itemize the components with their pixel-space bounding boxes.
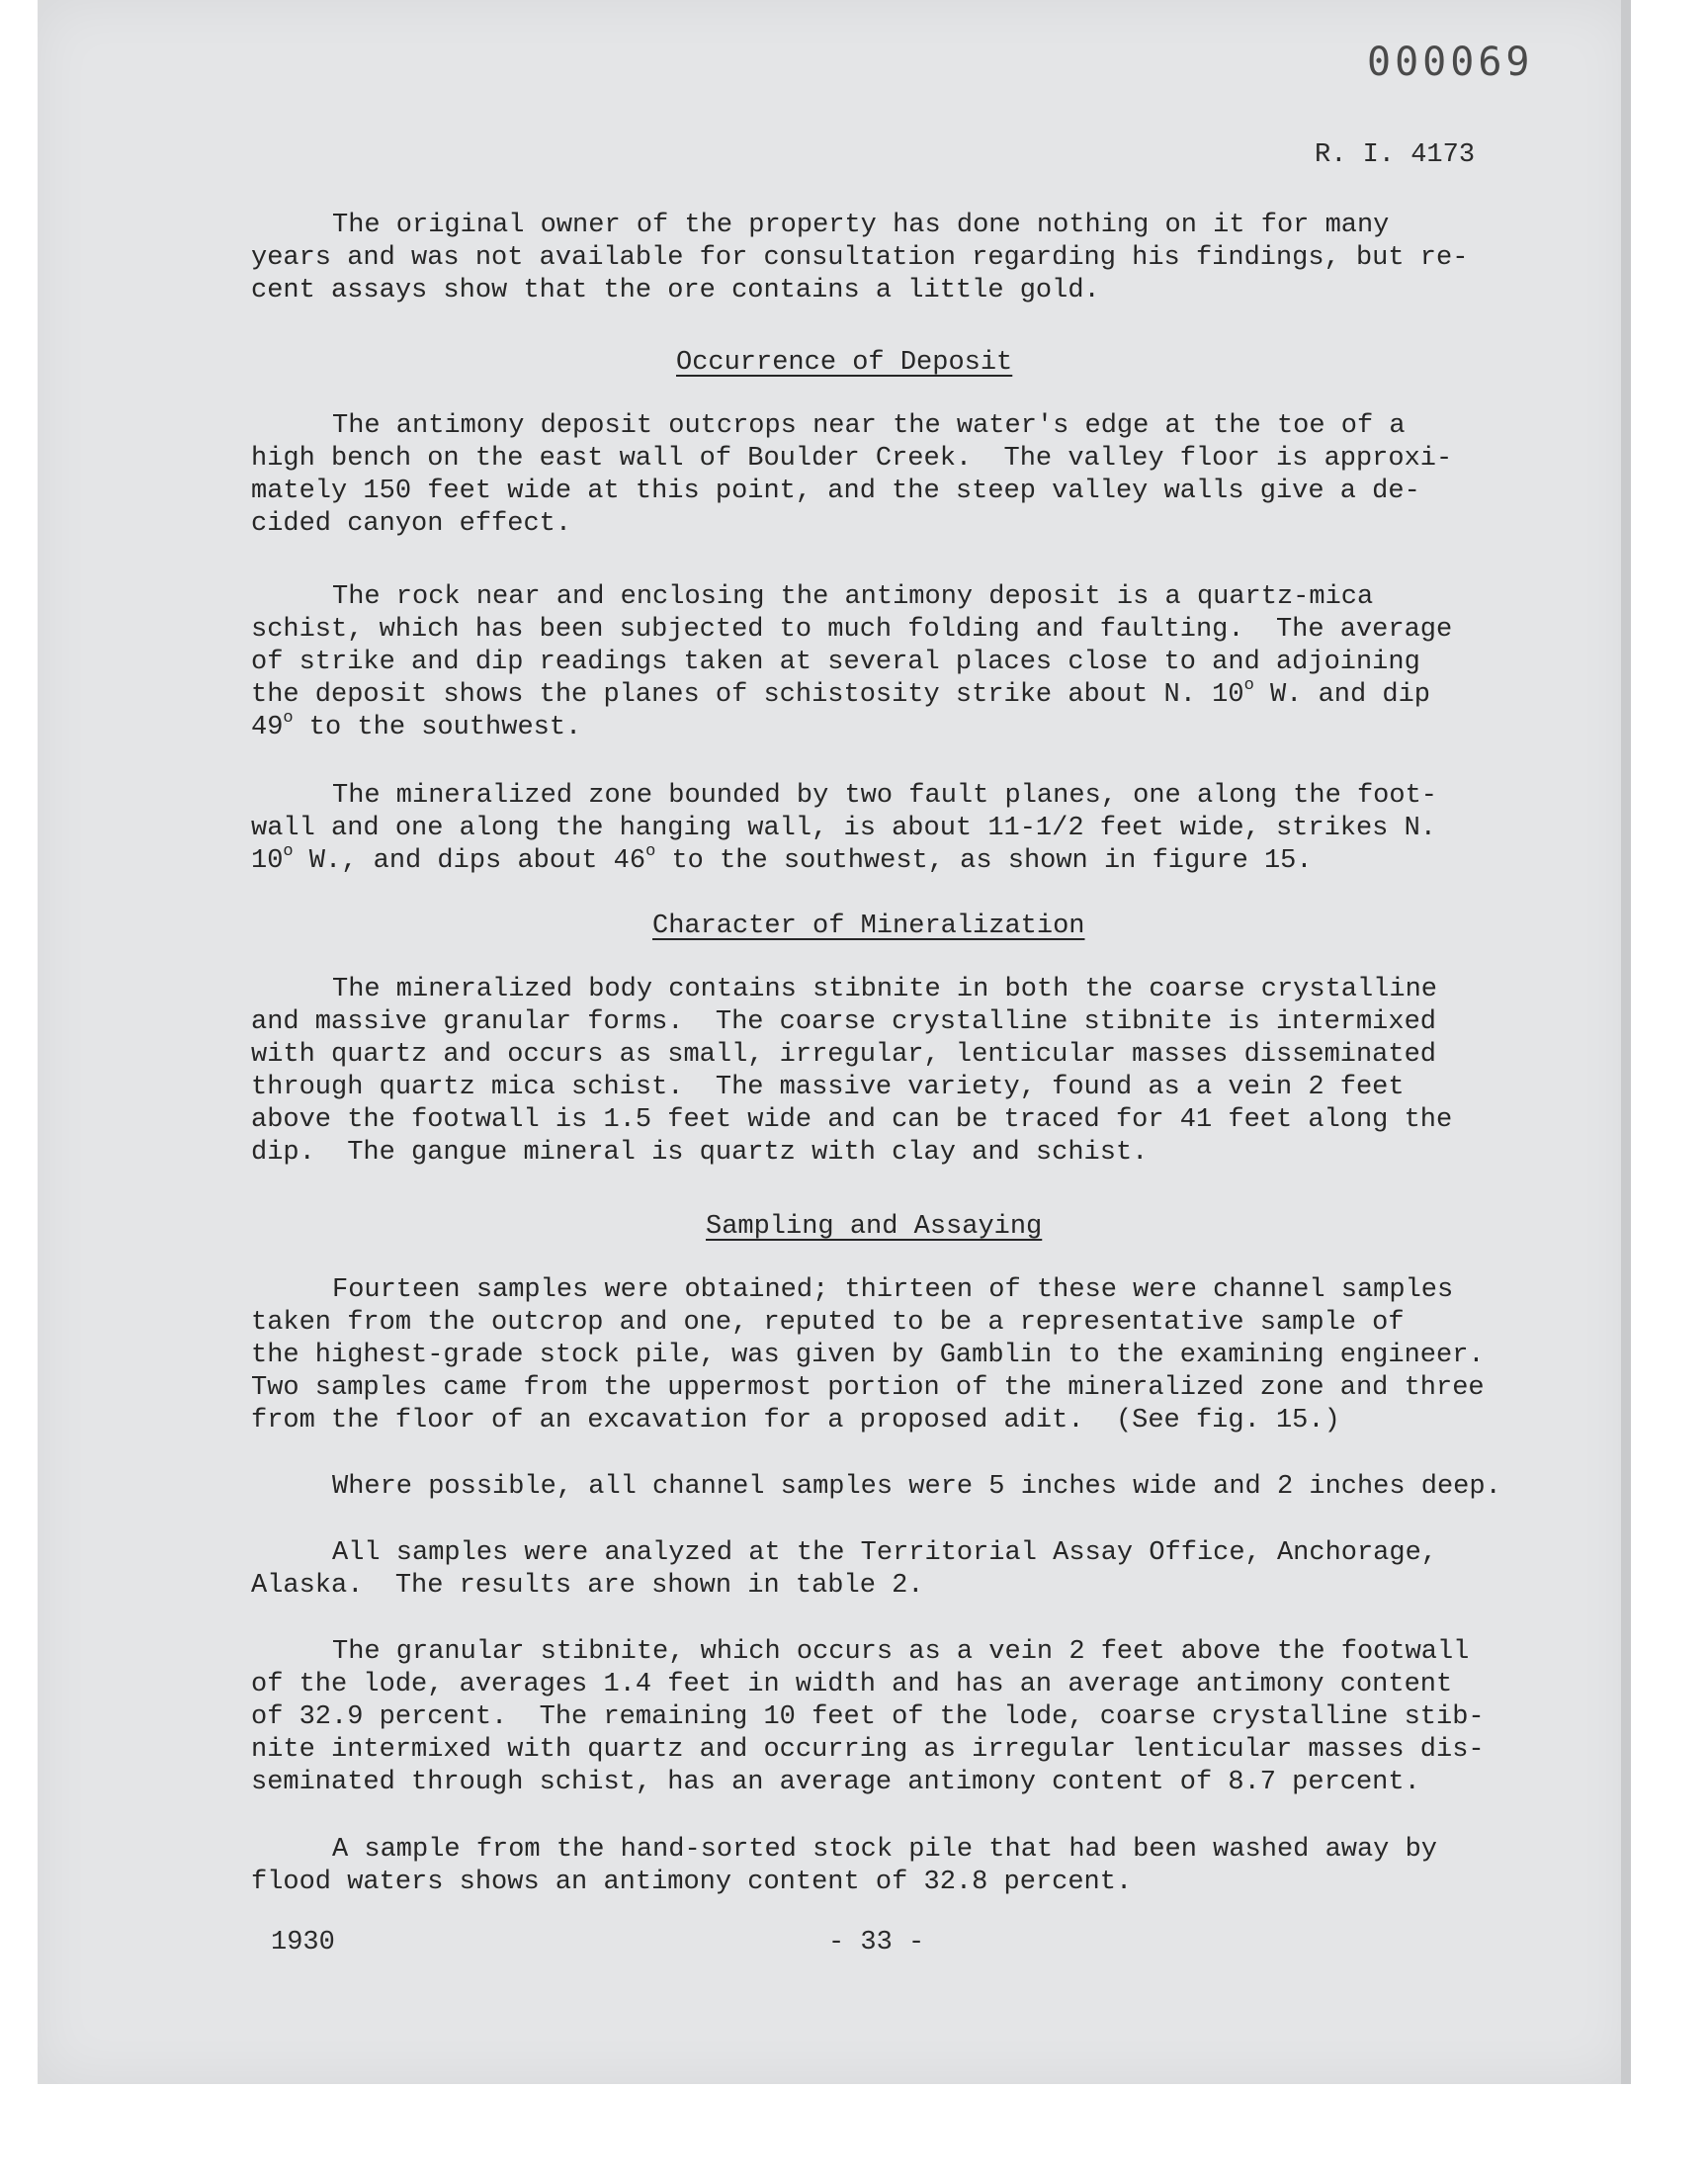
text-line: seminated through schist, has an average antimony content of 8.7 percent. [251,1768,1420,1797]
degree-mark: o [283,842,294,861]
heading-occurrence-of-deposit: Occurrence of Deposit [676,348,1013,378]
text-line: from the floor of an excavation for a proposed adit. (See fig. 15.) [251,1406,1340,1436]
document-stamp-number: 000069 [1367,40,1534,85]
paragraph-10 [251,1834,1556,1899]
text-line: The antimony deposit outcrops near the water's edge at the toe of a [332,411,1406,441]
paragraph-6 [251,1274,1556,1437]
heading-character-of-mineralization: Character of Mineralization [652,912,1085,941]
text-line: wall and one along the hanging wall, is about 11-1/2 feet wide, strikes N. [251,814,1436,843]
paper-edge [1621,0,1631,2084]
text-line: All samples were analyzed at the Territorial Assay Office, Anchorage, [332,1538,1437,1568]
text-line [251,676,1556,712]
text-line: schist, which has been subjected to much folding and faulting. The average [251,615,1453,645]
text-line: The granular stibnite, which occurs as a vein 2 feet above the footwall [332,1637,1470,1667]
text-line: dip. The gangue mineral is quartz with clay and schist. [251,1138,1149,1168]
text-fragment: to the southwest, as shown in figure 15. [655,846,1313,876]
degree-mark: o [283,709,294,728]
text-line: mately 150 feet wide at this point, and the steep valley walls give a de- [251,477,1420,506]
degree-mark: o [645,842,656,861]
text-fragment: to the southwest. [293,713,582,742]
text-line: flood waters shows an antimony content of 32.8 percent. [251,1868,1133,1897]
text-line: the highest-grade stock pile, was given by Gamblin to the examining engineer. [251,1341,1485,1370]
text-line: years and was not available for consultation regarding his findings, but re- [251,243,1469,273]
text-line: A sample from the hand-sorted stock pile that had been washed away by [332,1835,1437,1865]
text-fragment: W. and dip [1253,680,1431,710]
text-line: of strike and dip readings taken at several places close to and adjoining [251,648,1420,677]
page-number: - 33 - [828,1928,925,1958]
text-fragment: 10 [251,846,284,876]
text-line: nite intermixed with quartz and occurring as irregular lenticular masses dis- [251,1735,1485,1765]
text-fragment: W., and dips about 46 [293,846,646,876]
paragraph-7 [251,1471,1556,1504]
degree-mark: o [1243,676,1254,695]
paragraph-4 [251,780,1556,878]
text-line: cent assays show that the ore contains a little gold. [251,276,1100,305]
heading-sampling-and-assaying: Sampling and Assaying [706,1212,1043,1242]
text-line: The mineralized body contains stibnite in both the coarse crystalline [332,975,1437,1004]
paragraph-5 [251,974,1556,1170]
text-line: cided canyon effect. [251,509,572,539]
text-line: The rock near and enclosing the antimony deposit is a quartz-mica [332,582,1374,612]
text-fragment: 49 [251,713,284,742]
text-line: taken from the outcrop and one, reputed to be a representative sample of [251,1308,1405,1338]
paragraph-1 [251,210,1556,307]
footer-year: 1930 [271,1928,335,1958]
text-fragment: the deposit shows the planes of schistosity strike about N. 10 [251,680,1244,710]
paragraph-8 [251,1537,1556,1603]
paragraph-2 [251,410,1556,541]
report-id: R. I. 4173 [1315,140,1476,170]
text-line: and massive granular forms. The coarse crystalline stibnite is intermixed [251,1007,1436,1037]
text-line: high bench on the east wall of Boulder Creek. The valley floor is approxi- [251,444,1453,474]
text-line: of the lode, averages 1.4 feet in width and has an average antimony content [251,1670,1453,1699]
text-line: The mineralized zone bounded by two fault planes, one along the foot- [332,781,1437,811]
text-line [251,842,1556,878]
text-line: of 32.9 percent. The remaining 10 feet of the lode, coarse crystalline stib- [251,1702,1485,1732]
text-line [251,709,1556,744]
paragraph-9 [251,1636,1556,1799]
text-line: Two samples came from the uppermost portion of the mineralized zone and three [251,1373,1485,1403]
text-line: with quartz and occurs as small, irregular, lenticular masses disseminated [251,1040,1436,1070]
text-line: Where possible, all channel samples were 5 inches wide and 2 inches deep. [332,1472,1501,1502]
text-line: Fourteen samples were obtained; thirteen of these were channel samples [332,1275,1454,1305]
paragraph-3 [251,581,1556,744]
text-line: above the footwall is 1.5 feet wide and can be traced for 41 feet along the [251,1105,1453,1135]
text-line: The original owner of the property has done nothing on it for many [332,211,1390,240]
text-line: through quartz mica schist. The massive variety, found as a vein 2 feet [251,1073,1405,1102]
text-line: Alaska. The results are shown in table 2. [251,1571,924,1601]
